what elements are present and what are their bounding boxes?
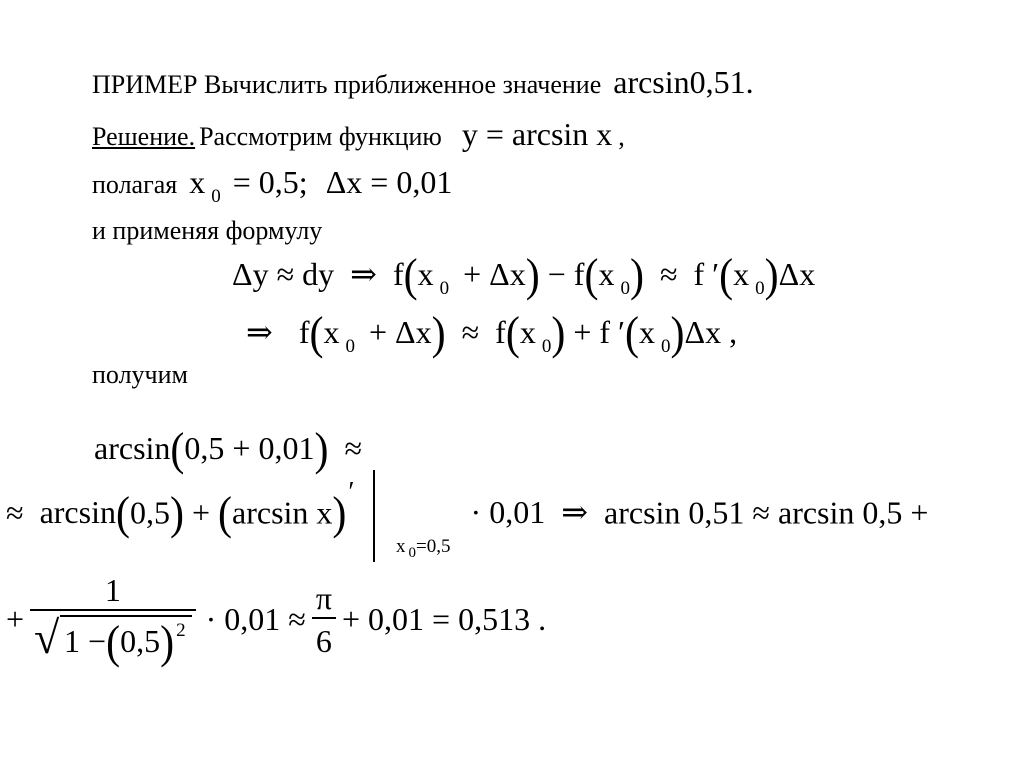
function-expression: y = arcsin x	[461, 116, 613, 152]
formula-1-approx: ≈	[659, 256, 678, 292]
formula-2-sub1: 0	[345, 336, 355, 357]
formula-1-sub1: 0	[439, 278, 450, 299]
calc-2-func: arcsin	[39, 494, 116, 531]
calc-line-2	[6, 470, 928, 562]
result-label-line	[92, 360, 188, 390]
paren-open: (	[115, 489, 130, 540]
formula-1-f2: f	[573, 256, 585, 292]
formula-2-x3: x	[639, 314, 656, 350]
formula-1-fprime: f ′	[693, 256, 720, 292]
paren-close: )	[525, 250, 540, 302]
paren-close: )	[629, 250, 644, 302]
formula-1-sub3: 0	[755, 278, 765, 299]
solution-text: Рассмотрим функцию	[199, 122, 442, 151]
formula-1-x2: x	[598, 256, 615, 292]
formula-2-plus: +	[573, 314, 592, 350]
formula-2-implies: ⇒	[246, 314, 273, 350]
formula-2-dx-end: Δx ,	[684, 314, 738, 350]
x0-value: = 0,5;	[232, 164, 308, 200]
solution-label: Решение.	[92, 122, 196, 151]
example-expression: arcsin0,51.	[613, 64, 754, 100]
paren-close: )	[169, 489, 184, 540]
paren-open: (	[505, 308, 520, 360]
eval-variable: x	[396, 536, 406, 557]
x0-variable: x	[189, 164, 206, 200]
paren-open: (	[719, 250, 734, 302]
calc-line-3	[6, 572, 546, 667]
paren-close: )	[332, 489, 347, 540]
eval-value: =0,5	[416, 536, 451, 557]
formula-1-left: Δy ≈ dy	[232, 256, 335, 292]
formula-2-x1: x	[323, 314, 340, 350]
paren-close: )	[431, 308, 446, 360]
pi-numerator: π	[315, 579, 332, 616]
fraction-numerator: 1	[104, 572, 121, 608]
eval-subscript: 0	[408, 545, 416, 561]
example-heading: ПРИМЕР Вычислить приближенное значение	[92, 70, 602, 99]
formula-2-f1: f	[298, 314, 310, 350]
calc-2-prime: ′	[348, 477, 355, 509]
evaluation-bar	[373, 470, 375, 562]
function-comma: ,	[618, 122, 625, 151]
formula-1-implies: ⇒	[350, 256, 377, 292]
calc-1-approx: ≈	[344, 430, 363, 466]
sqrt-arg: 0,5	[120, 623, 161, 659]
x0-subscript: 0	[211, 186, 221, 207]
six-denominator: 6	[312, 617, 336, 660]
calc-3-result: + 0,01 = 0,513 .	[341, 601, 547, 637]
paren-open: (	[218, 489, 233, 540]
paren-open: (	[309, 308, 324, 360]
paren-open: (	[403, 250, 418, 302]
calc-3-times: · 0,01 ≈	[205, 601, 306, 637]
formula-1-sub2: 0	[620, 278, 630, 299]
formula-2-fprime: f ′	[599, 314, 626, 350]
evaluation-point	[396, 536, 451, 561]
formula-1	[232, 252, 815, 300]
formula-1-f1: f	[392, 256, 404, 292]
fraction-denominator	[30, 609, 196, 667]
formula-1-x3: x	[733, 256, 750, 292]
calc-2-rhs: arcsin 0,51 ≈ arcsin 0,5 +	[604, 494, 929, 531]
sqrt-one-minus: 1 −	[64, 623, 107, 659]
formula-2-sub2: 0	[541, 336, 552, 357]
paren-close: )	[670, 308, 685, 360]
sqrt-radicand	[60, 615, 192, 667]
delta-x-expression: Δx = 0,01	[325, 164, 453, 200]
formula-1-x1: x	[417, 256, 434, 292]
formula-1-dx: Δx	[778, 256, 816, 292]
paren-open: (	[106, 617, 121, 669]
paren-close: )	[314, 424, 329, 476]
solution-line	[92, 116, 625, 153]
formula-2	[246, 310, 737, 358]
formula-label-line	[92, 216, 322, 246]
formula-2-plus-dx: + Δx	[368, 314, 432, 350]
formula-2-approx: ≈	[461, 314, 480, 350]
fraction-one-over-sqrt	[30, 572, 196, 667]
formula-2-x2: x	[519, 314, 536, 350]
calc-1-func: arcsin	[94, 430, 171, 466]
paren-close: )	[551, 308, 566, 360]
calc-line-1	[94, 426, 370, 474]
formula-1-minus: −	[547, 256, 566, 292]
setting-label: полагая	[92, 170, 178, 199]
result-label: получим	[92, 360, 188, 389]
paren-open: (	[625, 308, 640, 360]
calc-2-implies: ⇒	[561, 494, 589, 531]
formula-1-plus-dx: + Δx	[463, 256, 526, 292]
paren-open: (	[170, 424, 185, 476]
paren-close: )	[764, 250, 779, 302]
fraction-pi-over-six	[312, 580, 336, 660]
paren-close: )	[160, 617, 175, 669]
square-root	[34, 612, 192, 669]
calc-2-times-dx: · 0,01	[470, 494, 546, 531]
sqrt-icon: √	[34, 612, 60, 663]
sqrt-power: 2	[176, 620, 186, 641]
calc-2-plus: +	[191, 494, 211, 531]
calc-2-deriv-arg: arcsin x	[232, 494, 333, 531]
calc-1-arg: 0,5 + 0,01	[184, 430, 315, 466]
formula-2-f2: f	[495, 314, 506, 350]
setting-line	[92, 164, 453, 207]
calc-2-arg: 0,5	[129, 494, 170, 531]
paren-open: (	[584, 250, 599, 302]
calc-3-plus: +	[6, 601, 25, 637]
formula-2-sub3: 0	[661, 336, 671, 357]
example-title	[92, 64, 754, 101]
formula-label: и применяя формулу	[92, 216, 323, 245]
calc-2-approx: ≈	[6, 494, 24, 531]
